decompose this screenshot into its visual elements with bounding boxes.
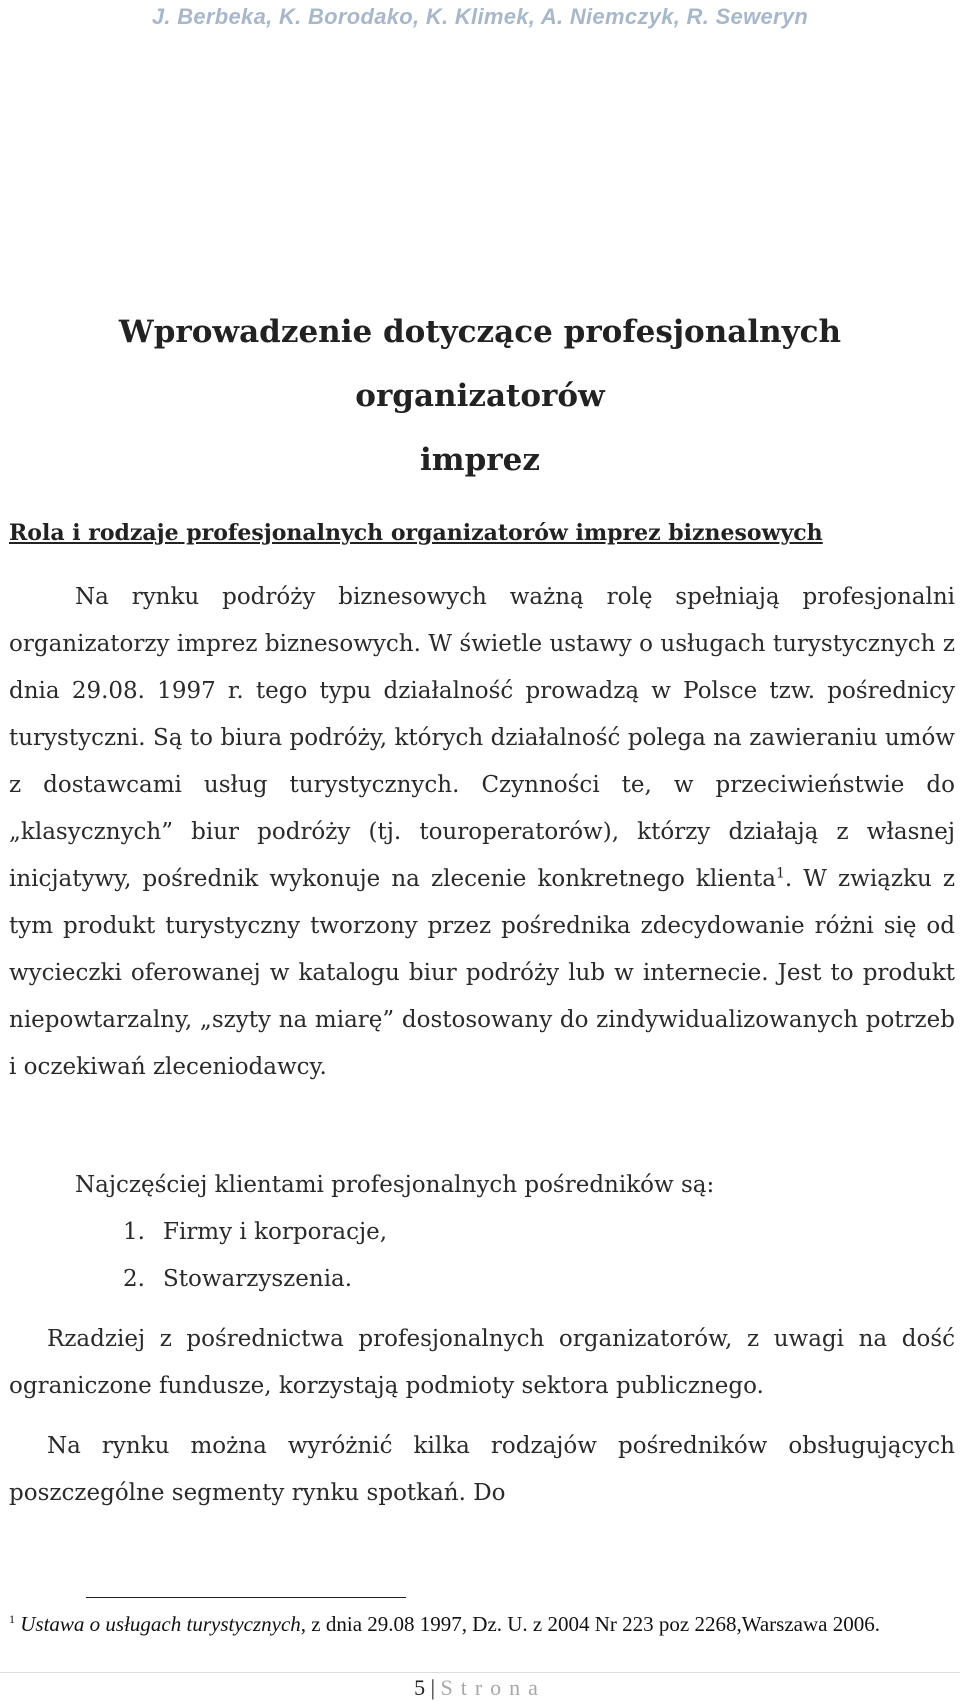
client-list — [123, 1209, 387, 1303]
paragraph-intro — [9, 574, 955, 1091]
chapter-title-line-2: imprez — [420, 442, 540, 478]
page-number: 5 — [414, 1675, 426, 1700]
footnote — [9, 1612, 955, 1637]
list-item-number: 2. — [123, 1266, 145, 1292]
list-item — [123, 1256, 387, 1303]
footnote-text: , z dnia 29.08 1997, Dz. U. z 2004 Nr 223 poz 2268,Warszawa 2006. — [300, 1612, 880, 1636]
footnote-reference: 1 — [775, 865, 785, 882]
paragraph-clients: Najczęściej klientami profesjonalnych pośredników są: — [75, 1172, 715, 1198]
list-item-number: 1. — [123, 1219, 145, 1245]
running-header: J. Berbeka, K. Borodako, K. Klimek, A. Niemczyk, R. Seweryn — [151, 4, 809, 29]
list-item-text: Stowarzyszenia. — [163, 1266, 353, 1292]
page-footer-rule — [0, 1672, 960, 1673]
paragraph-intermediaries: Na rynku można wyróżnić kilka rodzajów pośredników obsługujących poszczególne segmenty rynku spotkań. Do — [9, 1433, 955, 1506]
list-item-text: Firmy i korporacje, — [163, 1219, 388, 1245]
paragraph-intro-text-a: Na rynku podróży biznesowych ważną rolę spełniają profesjonalni organizatorzy imprez biznesowych. W świetle ustawy o usługach turystycznych z dnia 29.08. 1997 r. tego typu działalność prowadzą w Polsce tzw. pośrednicy turystyczni. Są to biura podróży, których działalność polega na zawieraniu umów z dostawcami usług turystycznych. Czynności te, w przeciwieństwie do „klasycznych” biur podróży (tj. touroperatorów), którzy działają z własnej inicjatywy, pośrednik wykonuje na zlecenie konkretnego klienta — [9, 584, 955, 892]
chapter-title — [0, 300, 960, 492]
section-heading: Rola i rodzaje profesjonalnych organizatorów imprez biznesowych — [9, 520, 823, 546]
page-label: Strona — [440, 1675, 546, 1700]
paragraph-intro-text-b: . W związku z tym produkt turystyczny tworzony przez pośrednika zdecydowanie różni się od wycieczki oferowanej w katalogu biur podróży lub w internecie. Jest to produkt niepowtarzalny, „szyty na miarę” dostosowany do zindywidualizowanych potrzeb i oczekiwań zleceniodawcy. — [9, 866, 955, 1080]
page-footer — [0, 1675, 960, 1701]
page-separator: | — [430, 1675, 435, 1700]
footnote-separator — [86, 1597, 406, 1598]
footnote-mark: 1 — [9, 1612, 15, 1626]
list-item — [123, 1209, 387, 1256]
chapter-title-line-1: Wprowadzenie dotyczące profesjonalnych organizatorów — [118, 314, 842, 414]
footnote-title: Ustawa o usługach turystycznych — [20, 1612, 301, 1636]
paragraph-public-sector: Rzadziej z pośrednictwa profesjonalnych organizatorów, z uwagi na dość ograniczone fundusze, korzystają podmioty sektora publicznego. — [9, 1326, 955, 1399]
